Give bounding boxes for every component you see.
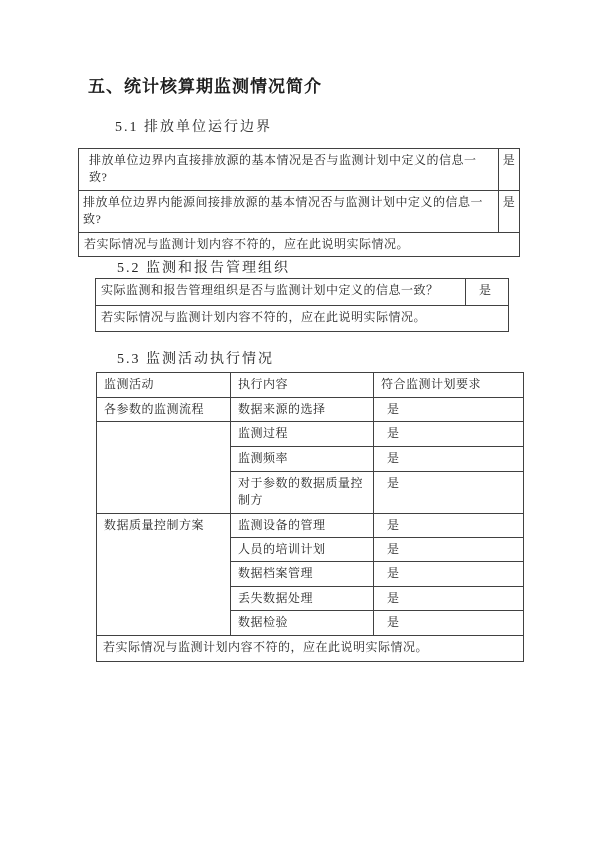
status-cell: 是 xyxy=(374,537,524,561)
column-header-activity: 监测活动 xyxy=(97,373,231,398)
content-cell: 人员的培训计划 xyxy=(231,537,374,561)
content-cell: 数据检验 xyxy=(231,611,374,635)
section-heading-5-2: 5.2 监测和报告管理组织 xyxy=(117,261,290,276)
section-heading-5-3: 5.3 监测活动执行情况 xyxy=(117,352,274,367)
content-cell: 监测设备的管理 xyxy=(231,513,374,537)
table-row xyxy=(79,190,520,232)
content-cell: 数据档案管理 xyxy=(231,562,374,586)
management-organization-table xyxy=(95,278,509,332)
activity-cell: 各参数的监测流程 xyxy=(97,398,231,422)
answer-cell: 是 xyxy=(499,190,520,232)
content-cell: 丢失数据处理 xyxy=(231,586,374,610)
answer-cell: 是 xyxy=(499,149,520,191)
status-cell: 是 xyxy=(374,562,524,586)
column-header-compliance: 符合监测计划要求 xyxy=(374,373,524,398)
status-cell: 是 xyxy=(374,398,524,422)
table-row xyxy=(79,232,520,256)
content-cell: 数据来源的选择 xyxy=(231,398,374,422)
page-title: 五、统计核算期监测情况简介 xyxy=(88,77,322,96)
status-cell: 是 xyxy=(374,422,524,446)
answer-cell: 是 xyxy=(466,279,509,306)
operation-boundary-table xyxy=(78,148,520,257)
content-cell: 对于参数的数据质量控制方 xyxy=(231,471,374,513)
question-cell: 排放单位边界内直接排放源的基本情况是否与监测计划中定义的信息一致? xyxy=(79,149,499,191)
status-cell: 是 xyxy=(374,446,524,471)
table-row xyxy=(79,149,520,191)
note-cell: 若实际情况与监测计划内容不符的，应在此说明实际情况。 xyxy=(79,232,520,256)
content-cell: 监测频率 xyxy=(231,446,374,471)
content-cell: 监测过程 xyxy=(231,422,374,446)
table-row xyxy=(97,422,524,446)
status-cell: 是 xyxy=(374,611,524,635)
empty-activity-cell xyxy=(97,422,231,513)
table-row xyxy=(96,279,509,306)
note-cell: 若实际情况与监测计划内容不符的，应在此说明实际情况。 xyxy=(97,635,524,661)
table-row xyxy=(96,306,509,332)
table-row xyxy=(97,513,524,537)
table-row xyxy=(97,635,524,661)
status-cell: 是 xyxy=(374,471,524,513)
activity-cell: 数据质量控制方案 xyxy=(97,513,231,635)
status-cell: 是 xyxy=(374,586,524,610)
table-row xyxy=(97,398,524,422)
monitoring-activities-table xyxy=(96,372,524,662)
status-cell: 是 xyxy=(374,513,524,537)
section-heading-5-1: 5.1 排放单位运行边界 xyxy=(115,120,272,135)
question-cell: 实际监测和报告管理组织是否与监测计划中定义的信息一致？ xyxy=(96,279,466,306)
question-cell: 排放单位边界内能源间接排放源的基本情况否与监测计划中定义的信息一致? xyxy=(79,190,499,232)
note-cell: 若实际情况与监测计划内容不符的，应在此说明实际情况。 xyxy=(96,306,509,332)
header-row xyxy=(97,373,524,398)
column-header-content: 执行内容 xyxy=(231,373,374,398)
